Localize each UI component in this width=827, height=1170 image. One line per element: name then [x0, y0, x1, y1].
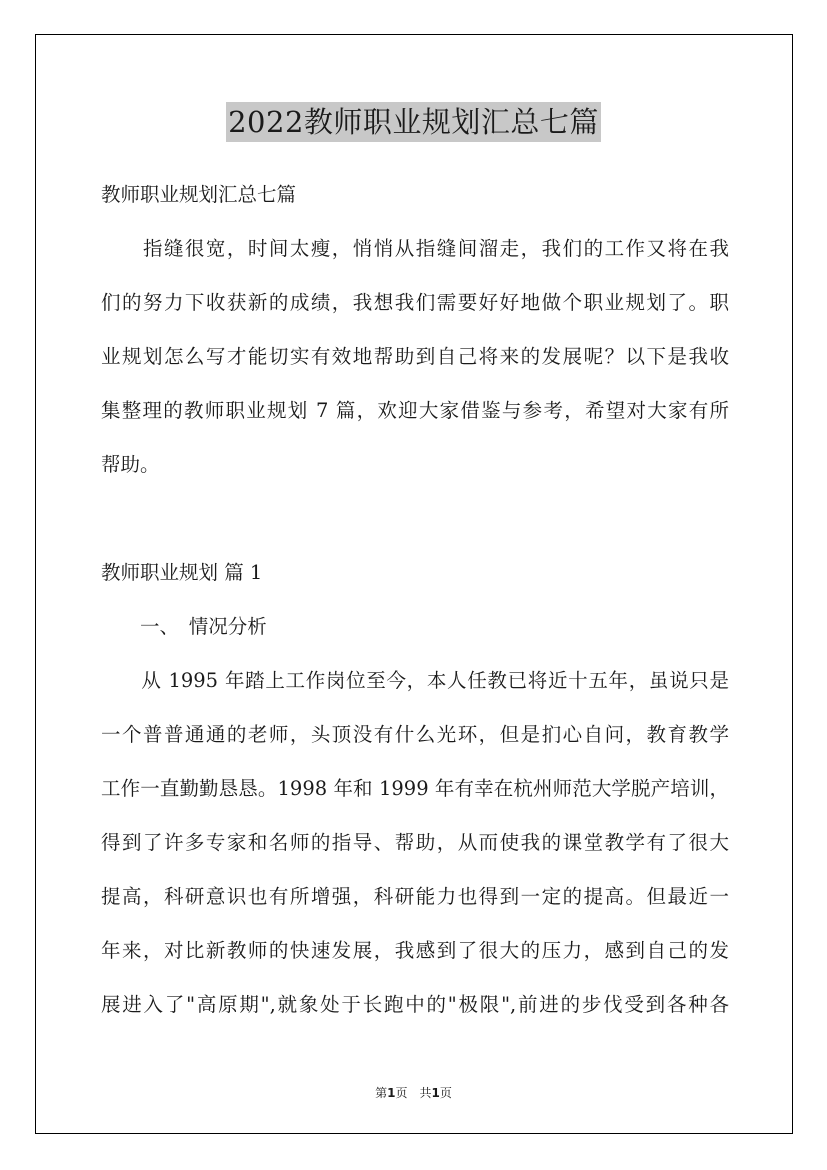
section-heading: 教师职业规划 篇 1	[101, 561, 263, 584]
intro-line: 指缝很宽，时间太瘦，悄悄从指缝间溜走，我们的工作又将在我	[101, 237, 729, 260]
document-title	[0, 102, 827, 142]
body-line: 展进入了"高原期",就象处于长跑中的"极限",前进的步伐受到各种各	[101, 993, 729, 1016]
footer-mid: 页 共	[395, 1086, 432, 1100]
body-line: 从 1995 年踏上工作岗位至今，本人任教已将近十五年，虽说只是	[101, 669, 729, 692]
document-subtitle: 教师职业规划汇总七篇	[101, 183, 297, 206]
body-line: 年来，对比新教师的快速发展，我感到了很大的压力，感到自己的发	[101, 939, 729, 962]
body-line: 工作一直勤勤恳恳。1998 年和 1999 年有幸在杭州师范大学脱产培训，	[101, 777, 729, 800]
intro-line: 集整理的教师职业规划 7 篇，欢迎大家借鉴与参考，希望对大家有所	[101, 399, 729, 422]
body-line: 一个普普通通的老师，头顶没有什么光环，但是扪心自问，教育教学	[101, 723, 729, 746]
footer-page-number: 1	[387, 1086, 396, 1100]
footer-prefix: 第	[375, 1086, 388, 1100]
document-title-text: 2022教师职业规划汇总七篇	[226, 102, 601, 142]
page-footer	[0, 1085, 827, 1101]
intro-line: 业规划怎么写才能切实有效地帮助到自己将来的发展呢？以下是我收	[101, 345, 729, 368]
subsection-heading: 一、 情况分析	[101, 615, 267, 638]
intro-line: 帮助。	[101, 453, 160, 476]
footer-suffix: 页	[439, 1086, 452, 1100]
body-line: 得到了许多专家和名师的指导、帮助，从而使我的课堂教学有了很大	[101, 831, 729, 854]
body-line: 提高，科研意识也有所增强，科研能力也得到一定的提高。但最近一	[101, 885, 729, 908]
footer-page-total: 1	[431, 1086, 440, 1100]
intro-line: 们的努力下收获新的成绩，我想我们需要好好地做个职业规划了。职	[101, 291, 729, 314]
